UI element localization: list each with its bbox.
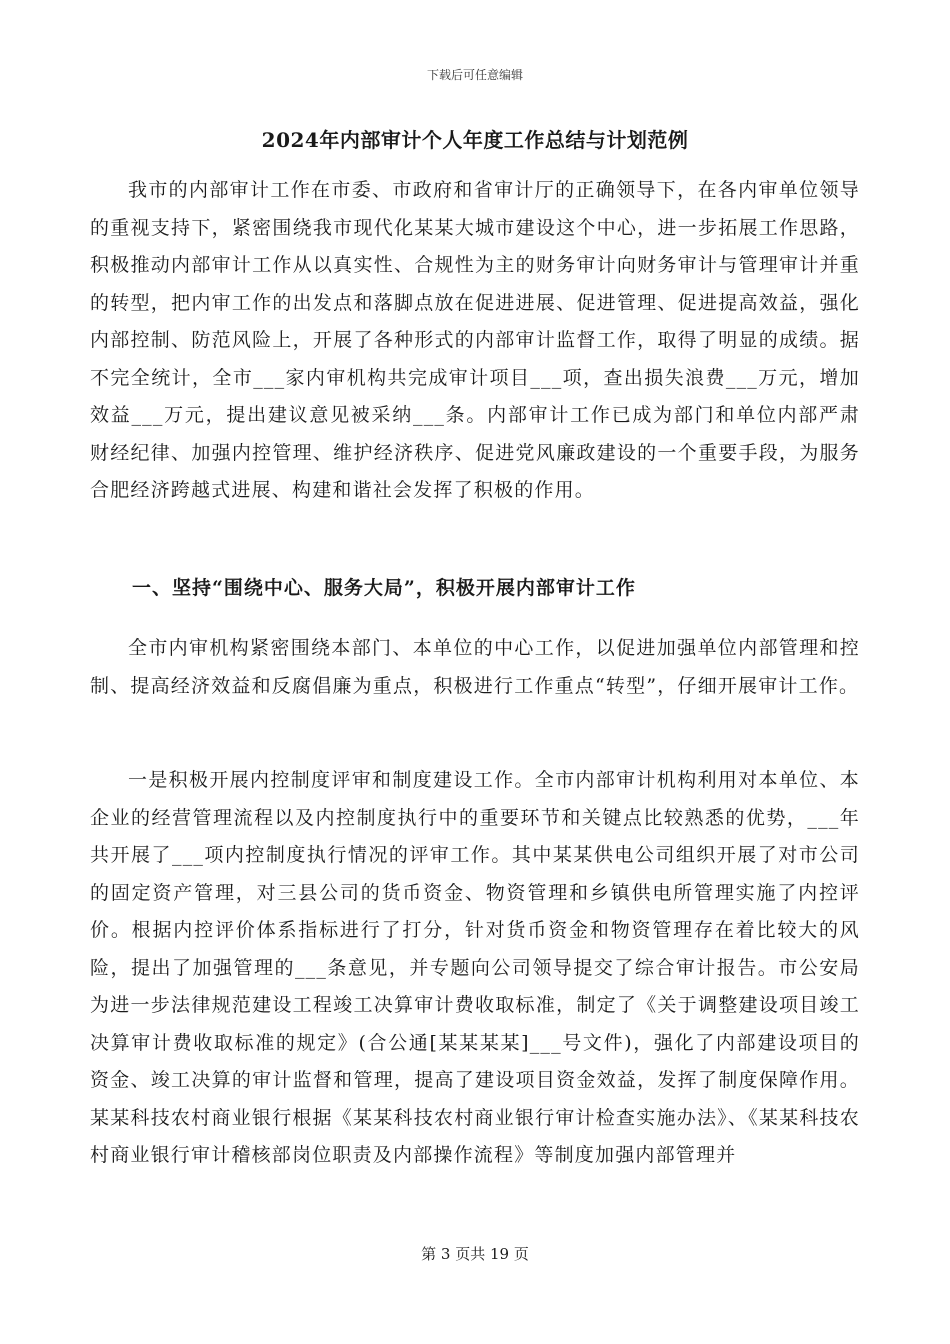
header-note: 下载后可任意编辑 — [426, 68, 523, 82]
document-title: 2024年内部审计个人年度工作总结与计划范例 — [261, 128, 689, 152]
body-section-2 — [90, 762, 860, 1175]
page-number: 第 3 页共 19 页 — [421, 1245, 529, 1263]
body-section-1 — [90, 630, 860, 705]
paragraph: 全市内审机构紧密围绕本部门、本单位的中心工作，以促进加强单位内部管理和控制、提高经济效益和反腐倡廉为重点，积极进行工作重点“转型”，仔细开展审计工作。 — [90, 637, 860, 697]
paragraph: 我市的内部审计工作在市委、市政府和省审计厅的正确领导下，在各内审单位领导的重视支持下，紧密围绕我市现代化某某大城市建设这个中心，进一步拓展工作思路，积极推动内部审计工作从以真实性、合规性为主的财务审计向财务审计与管理审计并重的转型，把内审工作的出发点和落脚点放在促进进展、促进管理、促进提高效益，强化内部控制、防范风险上，开展了各种形式的内部审计监督工作，取得了明显的成绩。据不完全统计，全市___家内审机构共完成审计项目___项，查出损失浪费___万元，增加效益___万元，提出建议意见被采纳___条。内部审计工作已成为部门和单位内部严肃财经纪律、加强内控管理、维护经济秩序、促进党风廉政建设的一个重要手段，为服务合肥经济跨越式进展、构建和谐社会发挥了积极的作用。 — [90, 179, 860, 501]
paragraph: 一是积极开展内控制度评审和制度建设工作。全市内部审计机构利用对本单位、本企业的经营管理流程以及内控制度执行中的重要环节和关键点比较熟悉的优势，___年共开展了___项内控制度执行情况的评审工作。其中某某供电公司组织开展了对市公司的固定资产管理，对三县公司的货币资金、物资管理和乡镇供电所管理实施了内控评价。根据内控评价体系指标进行了打分，针对货币资金和物资管理存在着比较大的风险，提出了加强管理的___条意见，并专题向公司领导提交了综合审计报告。市公安局为进一步法律规范建设工程竣工决算审计费收取标准，制定了《关于调整建设项目竣工决算审计费收取标准的规定》(合公通[某某某某]___号文件)，强化了内部建设项目的资金、竣工决算的审计监督和管理，提高了建设项目资金效益，发挥了制度保障作用。某某科技农村商业银行根据《某某科技农村商业银行审计检查实施办法》、《某某科技农村商业银行审计稽核部岗位职责及内部操作流程》等制度加强内部管理并 — [90, 769, 860, 1166]
section-heading: 一、坚持“围绕中心、服务大局”，积极开展内部审计工作 — [132, 577, 636, 599]
body-section-intro — [90, 172, 860, 510]
